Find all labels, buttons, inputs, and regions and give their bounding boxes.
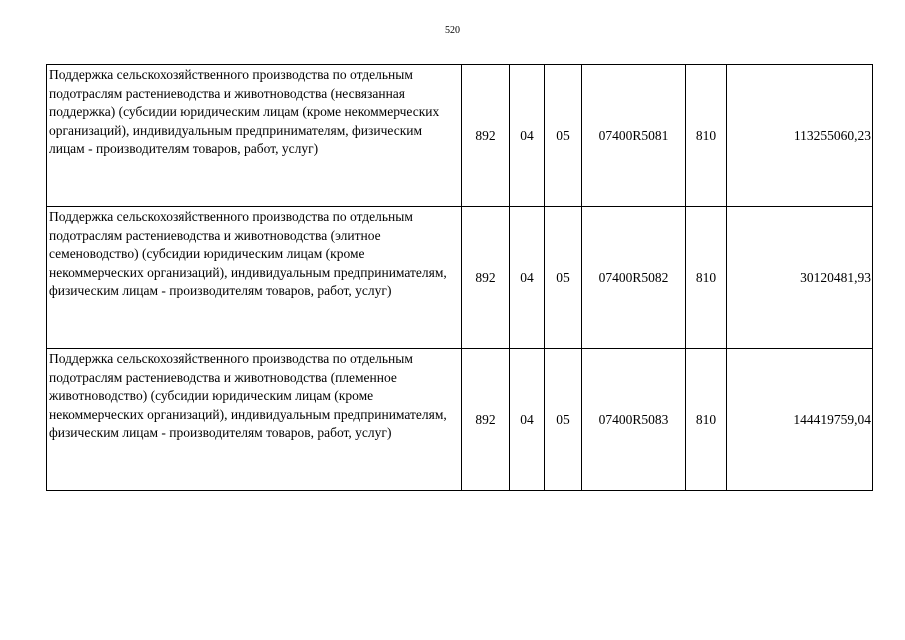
- row-expense-type: 810: [686, 349, 727, 491]
- row-ministry-code: 892: [462, 349, 510, 491]
- row-amount: 113255060,23: [727, 65, 873, 207]
- row-amount: 30120481,93: [727, 207, 873, 349]
- row-subsection-code: 05: [545, 349, 582, 491]
- row-section-code: 04: [510, 349, 545, 491]
- row-section-code: 04: [510, 207, 545, 349]
- row-subsection-code: 05: [545, 207, 582, 349]
- row-description: Поддержка сельскохозяйственного производства по отдельным подотраслям растениеводства и животноводства (несвязанная поддержка) (субсидии юридическим лицам (кроме некоммерческих организаций), индивидуальным предпринимателям, физическим лицам - производителям товаров, работ, услуг): [47, 65, 462, 207]
- row-ministry-code: 892: [462, 207, 510, 349]
- row-target-article: 07400R5081: [582, 65, 686, 207]
- row-ministry-code: 892: [462, 65, 510, 207]
- table-row: [47, 207, 873, 349]
- row-amount: 144419759,04: [727, 349, 873, 491]
- page-number: 520: [445, 25, 460, 36]
- table-row: [47, 65, 873, 207]
- row-target-article: 07400R5083: [582, 349, 686, 491]
- row-target-article: 07400R5082: [582, 207, 686, 349]
- budget-table: [46, 64, 873, 491]
- row-description: Поддержка сельскохозяйственного производства по отдельным подотраслям растениеводства и животноводства (племенное животноводство) (субсидии юридическим лицам (кроме некоммерческих организаций), индивидуальным предпринимателям, физическим лицам - производителям товаров, работ, услуг): [47, 349, 462, 491]
- row-description: Поддержка сельскохозяйственного производства по отдельным подотраслям растениеводства и животноводства (элитное семеноводство) (субсидии юридическим лицам (кроме некоммерческих организаций), индивидуальным предпринимателям, физическим лицам - производителям товаров, работ, услуг): [47, 207, 462, 349]
- row-expense-type: 810: [686, 65, 727, 207]
- row-expense-type: 810: [686, 207, 727, 349]
- row-section-code: 04: [510, 65, 545, 207]
- row-subsection-code: 05: [545, 65, 582, 207]
- table-row: [47, 349, 873, 491]
